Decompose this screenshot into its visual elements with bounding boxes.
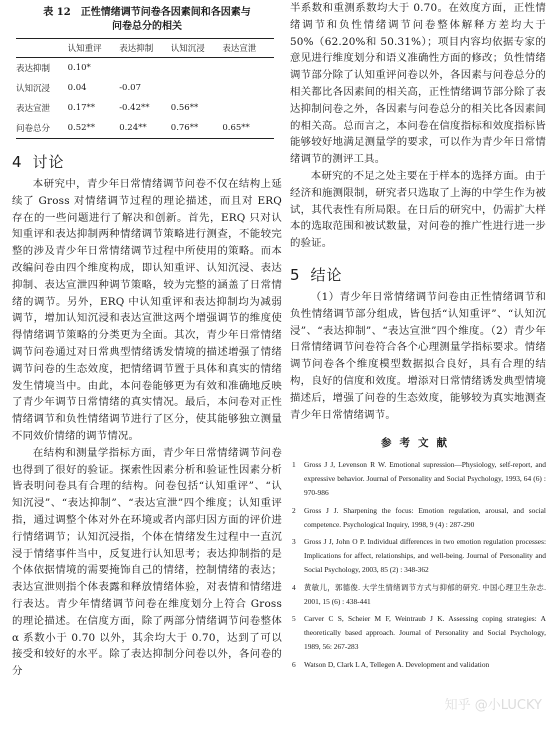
conclusion-paragraph: （1）青少年日常情绪调节问卷由正性情绪调节和负性情绪调节部分组成，皆包括“认知重评”、“认知沉浸”、“表达抑制”、“表达宣泄”四个维度。（2）青少年日常情绪调节问卷符合各个心理测量学指标要求。情绪调节问卷各个维度模型数据拟合良好，具有合理的结构，良好的信度和效度。增添对日常情绪诱发典型情境描述后，增强了问卷的生态效度，能够较为真实地测查青少年日常情绪调节。 [290,290,546,421]
table-cell: 表达宣泄 [16,104,51,114]
table-header-cell: 表达宣泄 [222,39,274,58]
table-cell [222,98,274,118]
table-cell: 0.24** [119,118,171,139]
table-cell: 0.65** [222,118,274,139]
table-caption [12,6,282,34]
table-cell: 0.52** [68,118,120,139]
table-cell: 0.76** [171,118,223,139]
table-cell: 认知沉浸 [16,84,51,94]
reference-number: 1 [292,460,296,470]
table-header-cell: 认知沉浸 [171,39,223,58]
references-heading: 参考文献 [381,437,455,450]
reference-text: Gross J J, John O P. Individual differences in two emotion regulation processes: Implications for affect, relationships, and well-being. Journal of Personality and Social Psychology, 2003, 85 (2) : 348-362 [304,537,546,574]
discussion-paragraph-1: 本研究中，青少年日常情绪调节问卷不仅在结构上延续了 Gross 对情绪调节过程的理论描述，而且对 ERQ 存在的一些问题进行了解决和创新。首先，ERQ 只对认知重评和表达抑制两种情绪调节策略进行测查，不能较完整的涉及青少年日常情绪调节过程中所使用的策略。而本改编问卷由四个维度构成，即认知重评、认知沉浸、表达抑制、表达宣泄四种调节策略，较为完整的涵盖了日常情绪的调节。另外，ERQ 中认知重评和表达抑制均为减弱调节，增加认知沉浸和表达宣泄这两个增强调节的维度使得情绪调节策略的分类更为全面。其次，青少年日常情绪调节问卷通过对日常典型情绪诱发情境的描述增强了情绪调节问卷的生态效度，把情绪调节置于具体和真实的情绪发生情境当中。由此，本问卷能够更为有效和准确地反映了青少年调节日常情绪的真实情况。最后，本问卷对正性情绪调节和负性情绪调节进行了区分，使其能够独立测量不同效价情绪的调节情况。 [12,178,282,442]
table-header-cell: 认知重评 [68,39,120,58]
table-number: 表 12 [43,7,71,18]
table-header-cell: 表达抑制 [119,39,171,58]
reference-number: 5 [292,614,296,624]
correlation-table [16,38,274,139]
section-title: 讨论 [32,153,65,171]
table-cell [171,58,223,79]
watermark: 知乎 @小LUCKY [444,698,542,713]
section-number: 4 [12,153,23,171]
table-cell: 表达抑制 [16,64,51,74]
table-title-line2: 问卷总分的相关 [112,21,182,32]
reference-item [290,581,546,609]
table-header-row [16,39,274,58]
reference-text: Watson D, Clark L A, Tellegen A. Development and validation [304,659,490,669]
reference-item [290,458,546,499]
conclusion-heading [290,264,546,285]
table-header-cell [16,39,68,58]
reference-text: Gross J J, Levenson R W. Emotional supression—Physiology, self-report, and expressive behavior. Journal of Personality and Social Psychology, 1993, 64 (6) : 970-986 [304,460,546,497]
reference-item [290,658,546,672]
discussion-paragraph-continued: 半系数和重测系数均大于 0.70。在效度方面，正性情绪调节和负性情绪调节问卷整体解释方差均大于 50%（62.20%和 50.31%）；项目内容均依据专家的意见进行维度划分和语义准确性方面的修改；负性情绪调节部分除了认知重评问卷以外，各因素与问卷总分的相关都比各因素间的相关高，正性情绪调节部分除了表达抑制问卷之外，各因素与问卷总分的相关比各因素间的相关高。总而言之，本问卷在信度指标和效度指标皆能够较好地满足测量学的要求，可以作为青少年日常情绪调节的测评工具。 [290,2,546,166]
table-cell: -0.07 [119,83,141,93]
table-row [16,98,274,118]
reference-text: Carver C S, Scheier M F, Weintraub J K. Assessing coping strategies: A theoretically based approach. Journal of Personality and Social Psychology, 1989, 56: 267-283 [304,614,546,651]
table-cell: -0.42** [119,103,150,113]
right-column [290,0,546,675]
references-list [290,458,546,671]
reference-text: Gross J J. Sharpening the focus: Emotion regulation, arousal, and social competence. Psychological Inquiry, 1998, 9 (4) : 287-290 [304,505,546,529]
discussion-paragraph-2: 在结构和测量学指标方面，青少年日常情绪调节问卷也得到了很好的验证。探索性因素分析和验证性因素分析皆表明问卷具有合理的结构。问卷包括“认知重评”、“认知沉浸”、“表达抑制”、“表达宣泄”四个维度；认知重评指，通过调整个体对外在环境或者内部归因方面的评价进行情绪调节；认知沉浸指，个体在情绪发生过程中一直沉浸于情绪事件当中，反复进行认知思考；表达抑制指的是个体依据情境的需要掩饰自己的情绪，控制情绪的表达；表达宣泄则指个体表露和释放情绪体验，对表情和情绪进行表达。青少年情绪调节问卷在维度划分上符合 Gross 的理论描述。在信度方面，除了两部分情绪调节问卷整体 α 系数小于 0.70 以外，其余均大于 0.70，达到了可以接受和较好的水平。除了表达抑制分问卷以外，各问卷的分 [12,446,282,678]
table-cell: 0.10* [67,63,91,73]
table-row [16,118,274,139]
table-cell: 0.17** [67,103,96,113]
reference-number: 3 [292,537,296,547]
table-cell [119,58,171,79]
table-cell: 0.04 [67,83,87,93]
table-row [16,58,274,79]
table-cell [222,58,274,79]
table-title-line1: 正性情绪调节问卷各因素间和各因素与 [80,7,251,18]
limitations-paragraph: 本研究的不足之处主要在于样本的选择方面。由于经济和施测限制，研究者只选取了上海的中学生作为被试，其代表性有所局限。在日后的研究中，仍需扩大样本的选取范围和被试数量，对问卷的推广性进行进一步的验证。 [290,169,546,250]
reference-number: 4 [292,582,296,592]
reference-item [290,504,546,532]
table-cell: 问卷总分 [16,118,68,139]
reference-number: 2 [292,505,296,515]
table-cell [222,78,274,98]
table-cell [171,78,223,98]
section-title: 结论 [310,265,343,284]
reference-text: 黄敏儿，郭德俊. 大学生情绪调节方式与抑郁的研究. 中国心理卫生杂志. 2001, 15 (6) : 438-441 [304,582,546,606]
discussion-heading [12,151,282,172]
table-cell: 0.56** [170,103,199,113]
section-number: 5 [290,265,301,284]
reference-item [290,612,546,653]
reference-item [290,535,546,576]
left-column [12,0,282,680]
reference-number: 6 [292,659,296,669]
table-row [16,78,274,98]
